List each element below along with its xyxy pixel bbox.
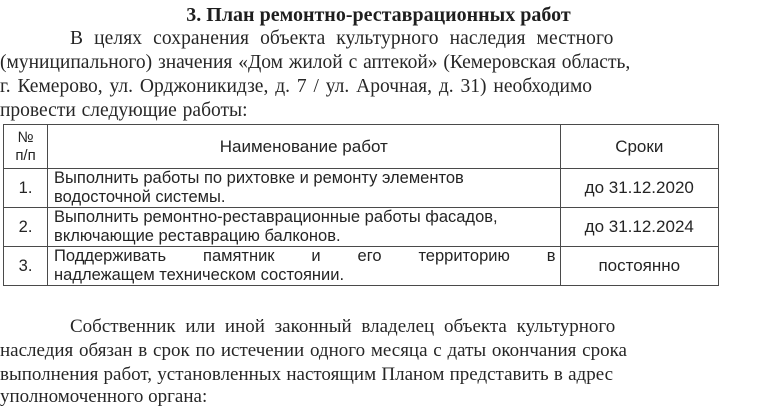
intro-line-2: (муниципального) значения «Дом жилой с аптекой» (Кемеровская область, xyxy=(0,52,631,73)
row-work-name-line: водосточной системы. xyxy=(54,188,226,206)
closing-line-3: выполнения работ, установленных настоящим Планом представить в адрес xyxy=(0,364,614,385)
row-work-name-line: Выполнить работы по рихтовке и ремонту элементов xyxy=(54,169,464,187)
row-work-name-line: Выполнить ремонтно-реставрационные работы фасадов, xyxy=(54,208,498,226)
word: Поддерживать xyxy=(54,247,167,265)
row-work-name-line xyxy=(54,247,559,266)
row-work-name-line: надлежащем техническом состоянии. xyxy=(54,266,345,284)
intro-line-4: провести следующие работы: xyxy=(0,100,248,121)
header-work-name: Наименование работ xyxy=(48,125,560,169)
row-number: 3. xyxy=(4,247,48,286)
section-heading: 3. План ремонтно-реставрационных работ xyxy=(186,4,571,26)
table-row xyxy=(4,208,719,247)
row-term: до 31.12.2020 xyxy=(560,169,718,208)
closing-line-2: наследия обязан в срок по истечении одного месяца с даты окончания срока xyxy=(0,340,627,361)
row-work-name xyxy=(48,208,560,247)
row-work-name xyxy=(48,247,560,286)
works-table xyxy=(3,124,719,286)
header-number-abbr: п/п xyxy=(15,146,36,164)
intro-line-3: г. Кемерово, ул. Орджоникидзе, д. 7 / ул. Арочная, д. 31) необходимо xyxy=(0,76,593,97)
intro-line-1: В целях сохранения объекта культурного наследия местного xyxy=(70,28,614,49)
word: в xyxy=(546,247,556,265)
word: территорию xyxy=(418,247,510,265)
table-header-row xyxy=(4,125,719,169)
header-number xyxy=(4,125,48,169)
word: его xyxy=(357,247,382,265)
word: и xyxy=(311,247,321,265)
table-row xyxy=(4,169,719,208)
row-number: 2. xyxy=(4,208,48,247)
row-term: до 31.12.2024 xyxy=(560,208,718,247)
row-term: постоянно xyxy=(560,247,718,286)
table-row xyxy=(4,247,719,286)
closing-line-4: уполномоченного органа: xyxy=(0,386,208,407)
closing-line-1: Собственник или иной законный владелец объекта культурного xyxy=(70,316,616,337)
row-work-name-line: включающие реставрацию балконов. xyxy=(54,227,341,245)
row-number: 1. xyxy=(4,169,48,208)
header-number-symbol: № xyxy=(17,128,34,146)
word: памятник xyxy=(203,247,275,265)
row-work-name xyxy=(48,169,560,208)
header-term: Сроки xyxy=(560,125,718,169)
